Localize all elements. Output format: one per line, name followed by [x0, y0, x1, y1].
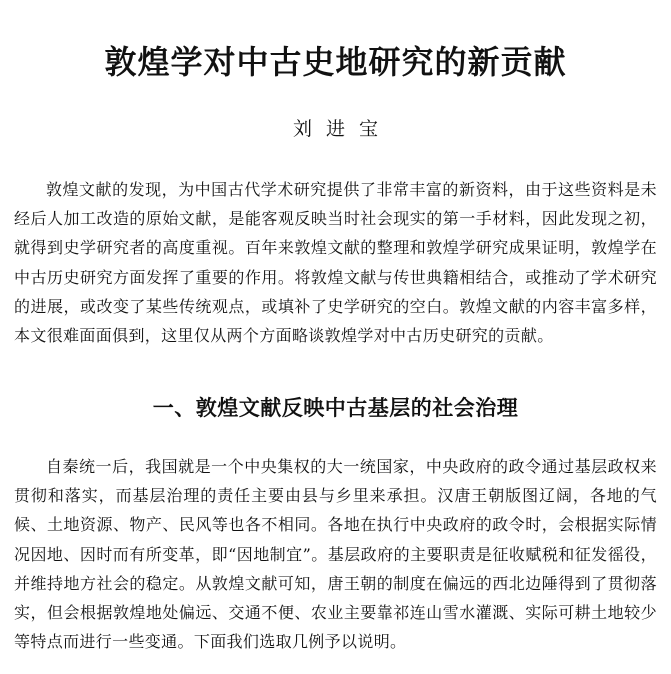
article-title: 敦煌学对中古史地研究的新贡献	[104, 43, 567, 81]
intro-paragraph: 敦煌文献的发现，为中国古代学术研究提供了非常丰富的新资料，由于这些资料是未经后人加工改造的原始文献，是能客观反映当时社会现实的第一手材料，因此发现之初，就得到史学研究者的高度重视。百年来敦煌文献的整理和敦煌学研究成果证明，敦煌学在中古历史研究方面发挥了重要的作用。将敦煌文献与传世典籍相结合，或推动了学术研究的进展，或改变了某些传统观点，或填补了史学研究的空白。敦煌文献的内容丰富多样，本文很难面面俱到，这里仅从两个方面略谈敦煌学对中古历史研究的贡献。	[14, 180, 657, 346]
section-paragraph: 自秦统一后，我国就是一个中央集权的大一统国家，中央政府的政令通过基层政权来贯彻和落实，而基层治理的责任主要由县与乡里来承担。汉唐王朝版图辽阔，各地的气候、土地资源、物产、民风等也各不相同。各地在执行中央政府的政令时，会根据实际情况因地、因时而有所变革，即“因地制宜”。基层政府的主要职责是征收赋税和征发徭役，并维持地方社会的稳定。从敦煌文献可知，唐王朝的制度在偏远的西北边陲得到了贯彻落实，但会根据敦煌地处偏远、交通不便、农业主要靠祁连山雪水灌溉、实际可耕土地较少等特点而进行一些变通。下面我们选取几例予以说明。	[14, 457, 657, 652]
author-name: 刘进宝	[292, 118, 392, 140]
section-heading: 一、敦煌文献反映中古基层的社会治理	[152, 395, 519, 420]
